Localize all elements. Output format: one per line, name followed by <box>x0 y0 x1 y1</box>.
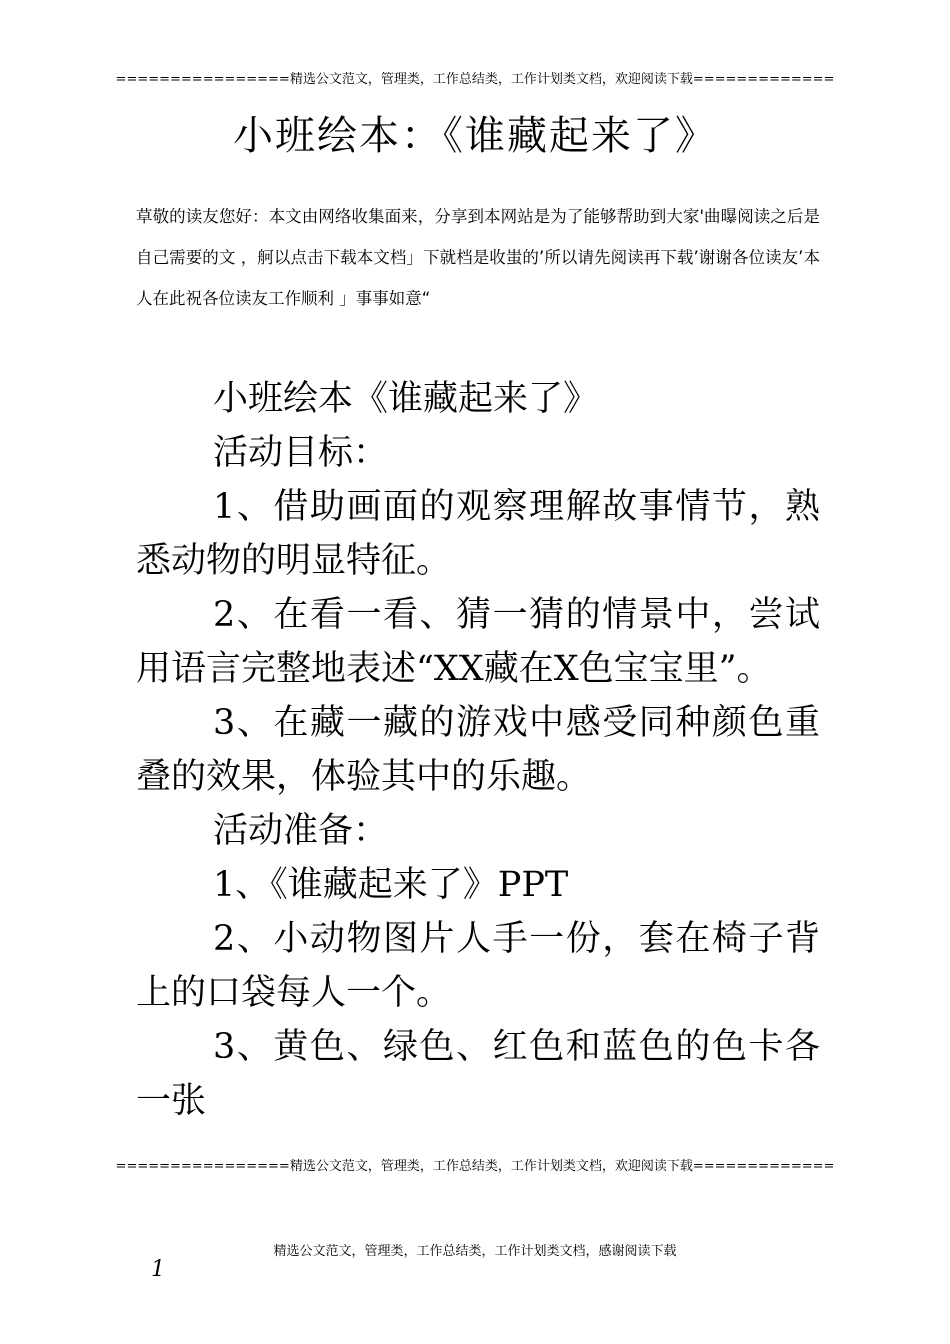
page-number: 1 <box>151 1257 165 1282</box>
body-heading: 小班绘本《谁藏起来了》 <box>213 379 599 419</box>
prep-item-2: 2、小动物图片人手一份，套在椅子背上的口袋每人一个。 <box>136 919 820 1013</box>
footer-note: 精选公文范文，管理类，工作总结类，工作计划类文档，感谢阅读下载 <box>273 1244 677 1259</box>
footer-banner: ================精选公文范文，管理类，工作总结类，工作计划类文档，欢迎阅读下载============= <box>115 1159 835 1174</box>
document-body <box>136 372 820 1128</box>
goal-item-2: 2、在看一看、猜一猜的情景中，尝试用语言完整地表述“XX藏在X色宝宝里”。 <box>136 595 820 689</box>
header-banner: ================精选公文范文，管理类，工作总结类，工作计划类文档，欢迎阅读下载============= <box>115 72 835 87</box>
prep-heading: 活动准备： <box>213 811 389 851</box>
goals-heading: 活动目标： <box>213 433 389 473</box>
reader-notice: 草敬的读友您好：本文由网络收集面来，分享到本网站是为了能够帮助到大家'曲曝阅读之后是自己需要的文 ，舸以点击下载本文档」下就档是收蚩的’所以请先阅读再下载’谢谢各位读友’本人在此祝各位读友工作顺利 」事事如意“ <box>136 207 820 308</box>
document-title: 小班绘本：《谁藏起来了》 <box>233 113 717 159</box>
prep-item-3: 3、黄色、绿色、红色和蓝色的色卡各一张 <box>136 1027 820 1121</box>
goal-item-3: 3、在藏一藏的游戏中感受同种颜色重叠的效果，体验其中的乐趣。 <box>136 703 820 797</box>
goal-item-1: 1、借助画面的观察理解故事情节，熟悉动物的明显特征。 <box>136 487 820 581</box>
prep-item-1: 1、《谁藏起来了》PPT <box>213 865 569 905</box>
